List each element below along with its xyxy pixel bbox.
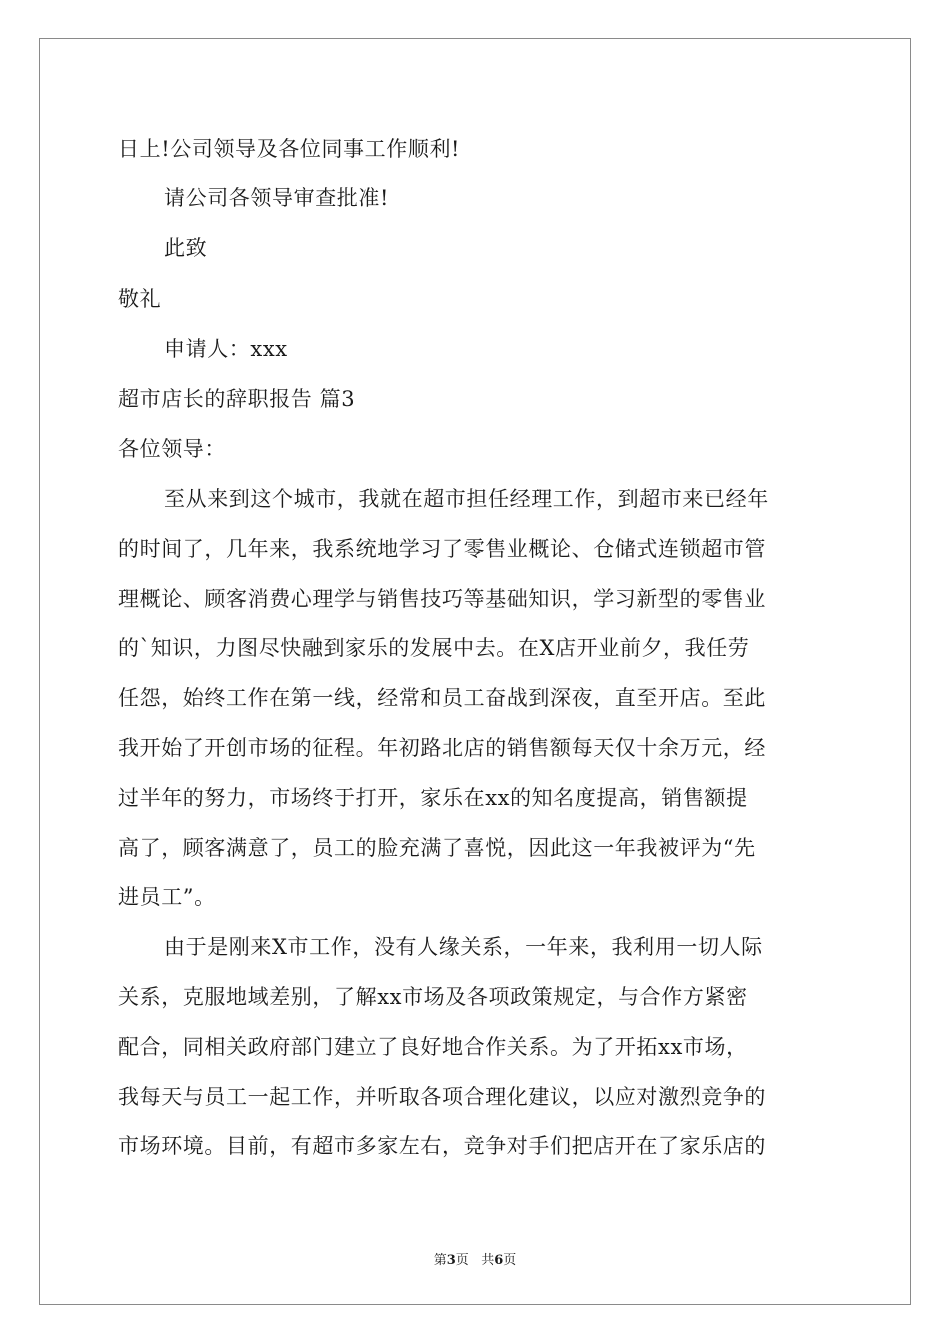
paragraph-line: 高了，顾客满意了，员工的脸充满了喜悦，因此这一年我被评为“先 <box>118 836 756 860</box>
paragraph-line: 的时间了，几年来，我系统地学习了零售业概论、仓储式连锁超市管 <box>118 537 766 561</box>
current-page-number: 3 <box>446 1253 456 1268</box>
paragraph-line: 关系，克服地域差别，了解xx市场及各项政策规定，与合作方紧密 <box>118 985 748 1009</box>
footer-total-prefix: 共 <box>481 1253 495 1268</box>
total-page-number: 6 <box>494 1253 504 1268</box>
paragraph-line: 至从来到这个城市，我就在超市担任经理工作，到超市来已经年 <box>164 487 769 511</box>
footer-page-suffix: 页 <box>455 1253 469 1268</box>
paragraph-line: 的`知识，力图尽快融到家乐的发展中去。在X店开业前夕，我任劳 <box>118 636 750 660</box>
paragraph-line: 任怨，始终工作在第一线，经常和员工奋战到深夜，直至开店。至此 <box>118 686 766 710</box>
text-line: 此致 <box>164 236 208 260</box>
page-border <box>39 38 911 1305</box>
paragraph-line: 理概论、顾客消费心理学与销售技巧等基础知识，学习新型的零售业 <box>118 587 766 611</box>
paragraph-line: 过半年的努力，市场终于打开，家乐在xx的知名度提高，销售额提 <box>118 786 748 810</box>
paragraph-line: 我开始了开创市场的征程。年初路北店的销售额每天仅十余万元，经 <box>118 736 766 760</box>
text-line: 敬礼 <box>118 287 162 311</box>
salutation: 各位领导： <box>118 437 226 461</box>
text-line: 日上!公司领导及各位同事工作顺利! <box>118 137 461 161</box>
section-title: 超市店长的辞职报告 篇3 <box>118 387 356 411</box>
paragraph-line: 市场环境。目前，有超市多家左右，竞争对手们把店开在了家乐店的 <box>118 1134 766 1158</box>
paragraph-line: 由于是刚来X市工作，没有人缘关系，一年来，我利用一切人际 <box>164 935 763 959</box>
paragraph-line: 配合，同相关政府部门建立了良好地合作关系。为了开拓xx市场， <box>118 1035 748 1059</box>
paragraph-line: 我每天与员工一起工作，并听取各项合理化建议，以应对激烈竞争的 <box>118 1085 766 1109</box>
text-line: 请公司各领导审查批准! <box>164 186 390 210</box>
paragraph-line: 进员工”。 <box>118 885 216 909</box>
applicant-line: 申请人：xxx <box>164 337 288 361</box>
page-footer <box>0 1249 950 1268</box>
footer-prefix: 第 <box>433 1253 447 1268</box>
footer-total-suffix: 页 <box>503 1253 517 1268</box>
